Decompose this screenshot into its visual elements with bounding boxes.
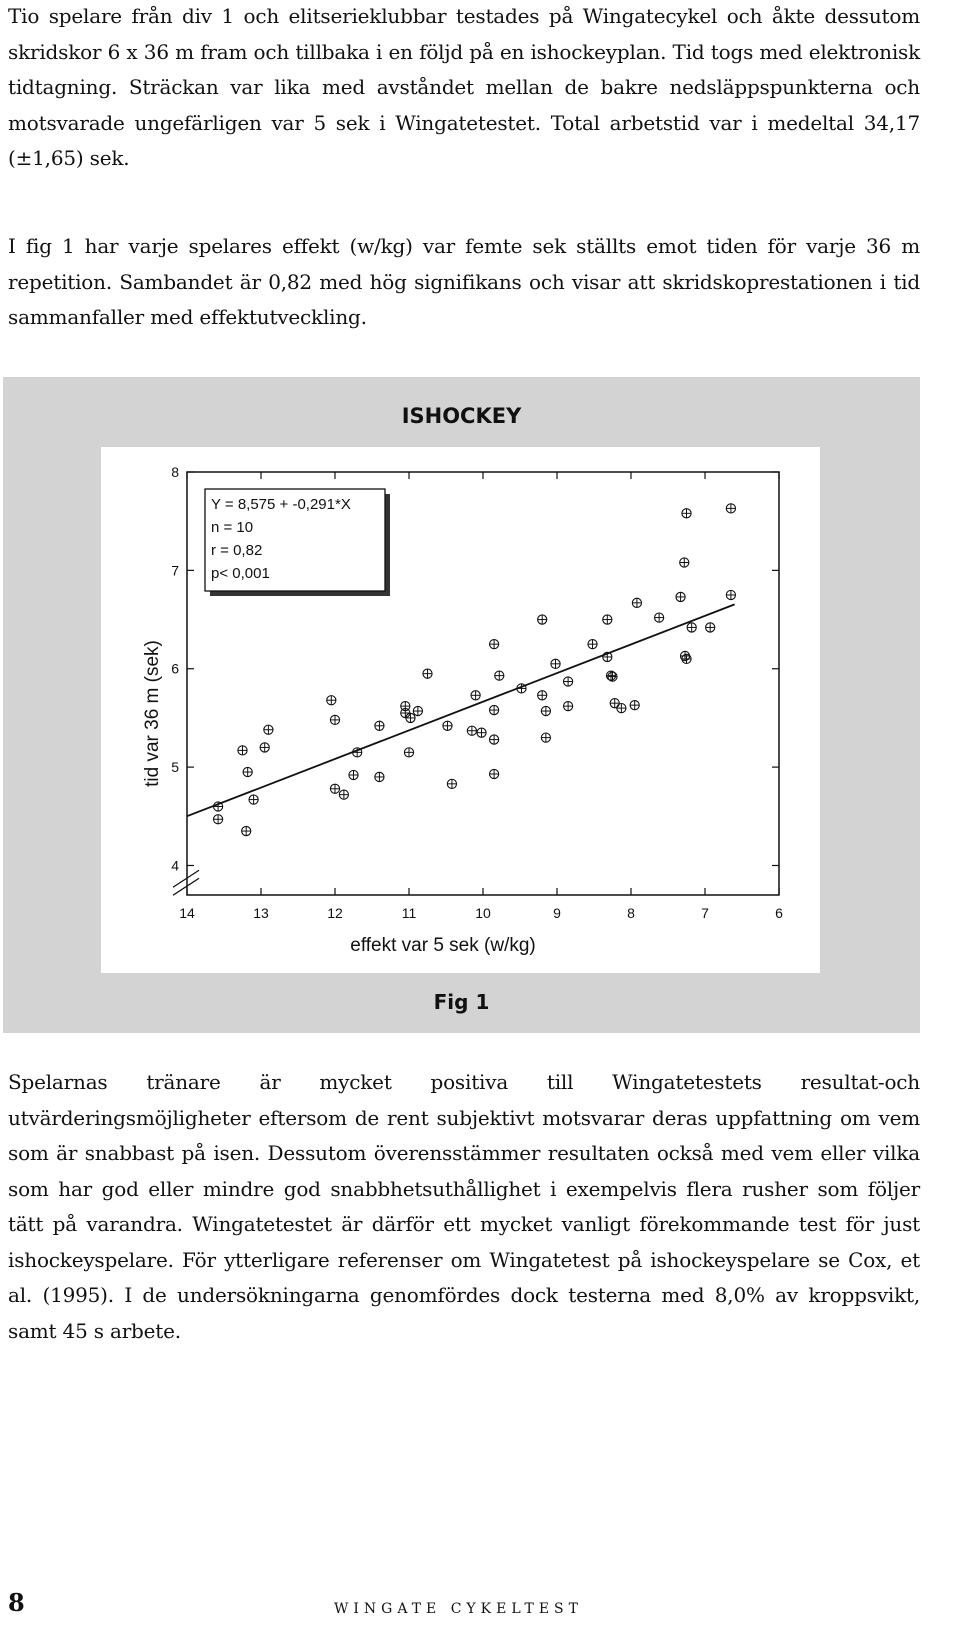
page-number: 8 (8, 1588, 25, 1617)
scatter-chart (101, 447, 820, 973)
y-axis-label: tid var 36 m (sek) (142, 640, 163, 787)
running-title: WINGATE CYKELTEST (334, 1601, 583, 1617)
data-point (541, 706, 550, 715)
figure-description-paragraph: I fig 1 har varje spelares effekt (w/kg) var femte sek ställts emot tiden för varje 36 m repetition. Sambandet är 0,82 med hög signifikans och visar att skridskoprestationen i tid sammanfaller med effektutveckling. (8, 234, 920, 329)
data-point (603, 652, 612, 661)
data-point (471, 691, 480, 700)
data-point (339, 790, 348, 799)
data-point (375, 721, 384, 730)
x-tick-label: 6 (775, 905, 783, 921)
annotation-line: Y = 8,575 + -0,291*X (211, 496, 351, 513)
data-point (477, 728, 486, 737)
data-point (495, 671, 504, 680)
discussion-paragraph: Spelarnas tränare är mycket positiva till Wingatetestets resultat-och utvärderingsmöjligheter eftersom de rent subjektivt motsvarar deras uppfattning om vem som är snabbast på isen. Dessutom överensstämmer resultaten också med vem eller vilka som har god eller mindre god snabbhetsuthållighet i exempelvis flera rusher som följer tätt på varandra. Wingatetestet är därför ett mycket vanligt förekommande test för just ishockeyspelare. För ytterligare referenser om Wingatetest på ishockeyspelare se Cox, et al. (1995). I de undersökningarna genomfördes dock testerna med 8,0% av kroppsvikt, samt 45 s arbete. (8, 1070, 920, 1343)
annotation-line: n = 10 (211, 519, 254, 536)
data-point (490, 640, 499, 649)
data-point (608, 672, 617, 681)
data-point (588, 640, 597, 649)
data-point (213, 802, 222, 811)
data-point (726, 590, 735, 599)
data-point (423, 669, 432, 678)
data-point (260, 743, 269, 752)
data-point (238, 746, 247, 755)
data-point (467, 726, 476, 735)
x-tick-label: 13 (253, 905, 269, 921)
annotation-line: r = 0,82 (211, 542, 263, 559)
data-point (404, 748, 413, 757)
data-point (413, 706, 422, 715)
y-tick-label: 7 (171, 562, 179, 579)
data-point (538, 691, 547, 700)
regression-line (187, 604, 735, 816)
data-point (327, 696, 336, 705)
figure-panel (3, 377, 920, 1033)
data-point (682, 509, 691, 518)
data-point (213, 815, 222, 824)
data-point (401, 702, 410, 711)
y-tick-label: 6 (171, 660, 179, 677)
data-point (538, 615, 547, 624)
axis-break-mark (173, 878, 199, 895)
data-point (680, 558, 689, 567)
data-point (375, 772, 384, 781)
data-point (551, 659, 560, 668)
data-point (447, 779, 456, 788)
x-tick-label: 10 (475, 905, 491, 921)
data-point (490, 735, 499, 744)
y-tick-label: 5 (171, 759, 179, 776)
data-point (603, 615, 612, 624)
x-tick-label: 7 (701, 905, 709, 921)
data-point (349, 770, 358, 779)
data-point (443, 721, 452, 730)
data-point (655, 613, 664, 622)
data-point (264, 725, 273, 734)
data-point (687, 623, 696, 632)
data-point (517, 684, 526, 693)
data-point (490, 769, 499, 778)
data-point (726, 504, 735, 513)
data-point (632, 598, 641, 607)
data-point (630, 701, 639, 710)
x-tick-label: 9 (553, 905, 561, 921)
chart-title: ISHOCKEY (401, 404, 522, 428)
data-point (353, 748, 362, 757)
data-point (706, 623, 715, 632)
y-tick-label: 8 (171, 464, 179, 480)
x-axis-label: effekt var 5 sek (w/kg) (350, 935, 536, 956)
data-point (330, 715, 339, 724)
data-point (541, 733, 550, 742)
plot-area (101, 447, 820, 973)
data-point (564, 677, 573, 686)
data-point (249, 795, 258, 804)
data-point (242, 826, 251, 835)
x-tick-label: 12 (327, 905, 343, 921)
data-point (682, 654, 691, 663)
x-tick-label: 8 (627, 905, 635, 921)
data-point (617, 703, 626, 712)
y-tick-label: 4 (171, 857, 179, 874)
data-point (610, 699, 619, 708)
figure-caption: Fig 1 (433, 990, 490, 1014)
data-point (564, 702, 573, 711)
x-tick-label: 14 (179, 905, 195, 921)
annotation-line: p< 0,001 (211, 565, 270, 582)
data-point (406, 713, 415, 722)
data-point (330, 784, 339, 793)
data-point (490, 705, 499, 714)
intro-paragraph: Tio spelare från div 1 och elitserieklubbar testades på Wingatecykel och åkte dessutom skridskor 6 x 36 m fram och tillbaka i en följd på en ishockeyplan. Tid togs med elektronisk tidtagning. Sträckan var lika med avståndet mellan de bakre nedsläppspunkterna och motsvarade ungefärligen var 5 sek i Wingatetestet. Total arbetstid var i medeltal 34,17 (±1,65) sek. (8, 4, 920, 170)
x-tick-label: 11 (401, 905, 417, 921)
data-point (243, 767, 252, 776)
data-point (676, 592, 685, 601)
